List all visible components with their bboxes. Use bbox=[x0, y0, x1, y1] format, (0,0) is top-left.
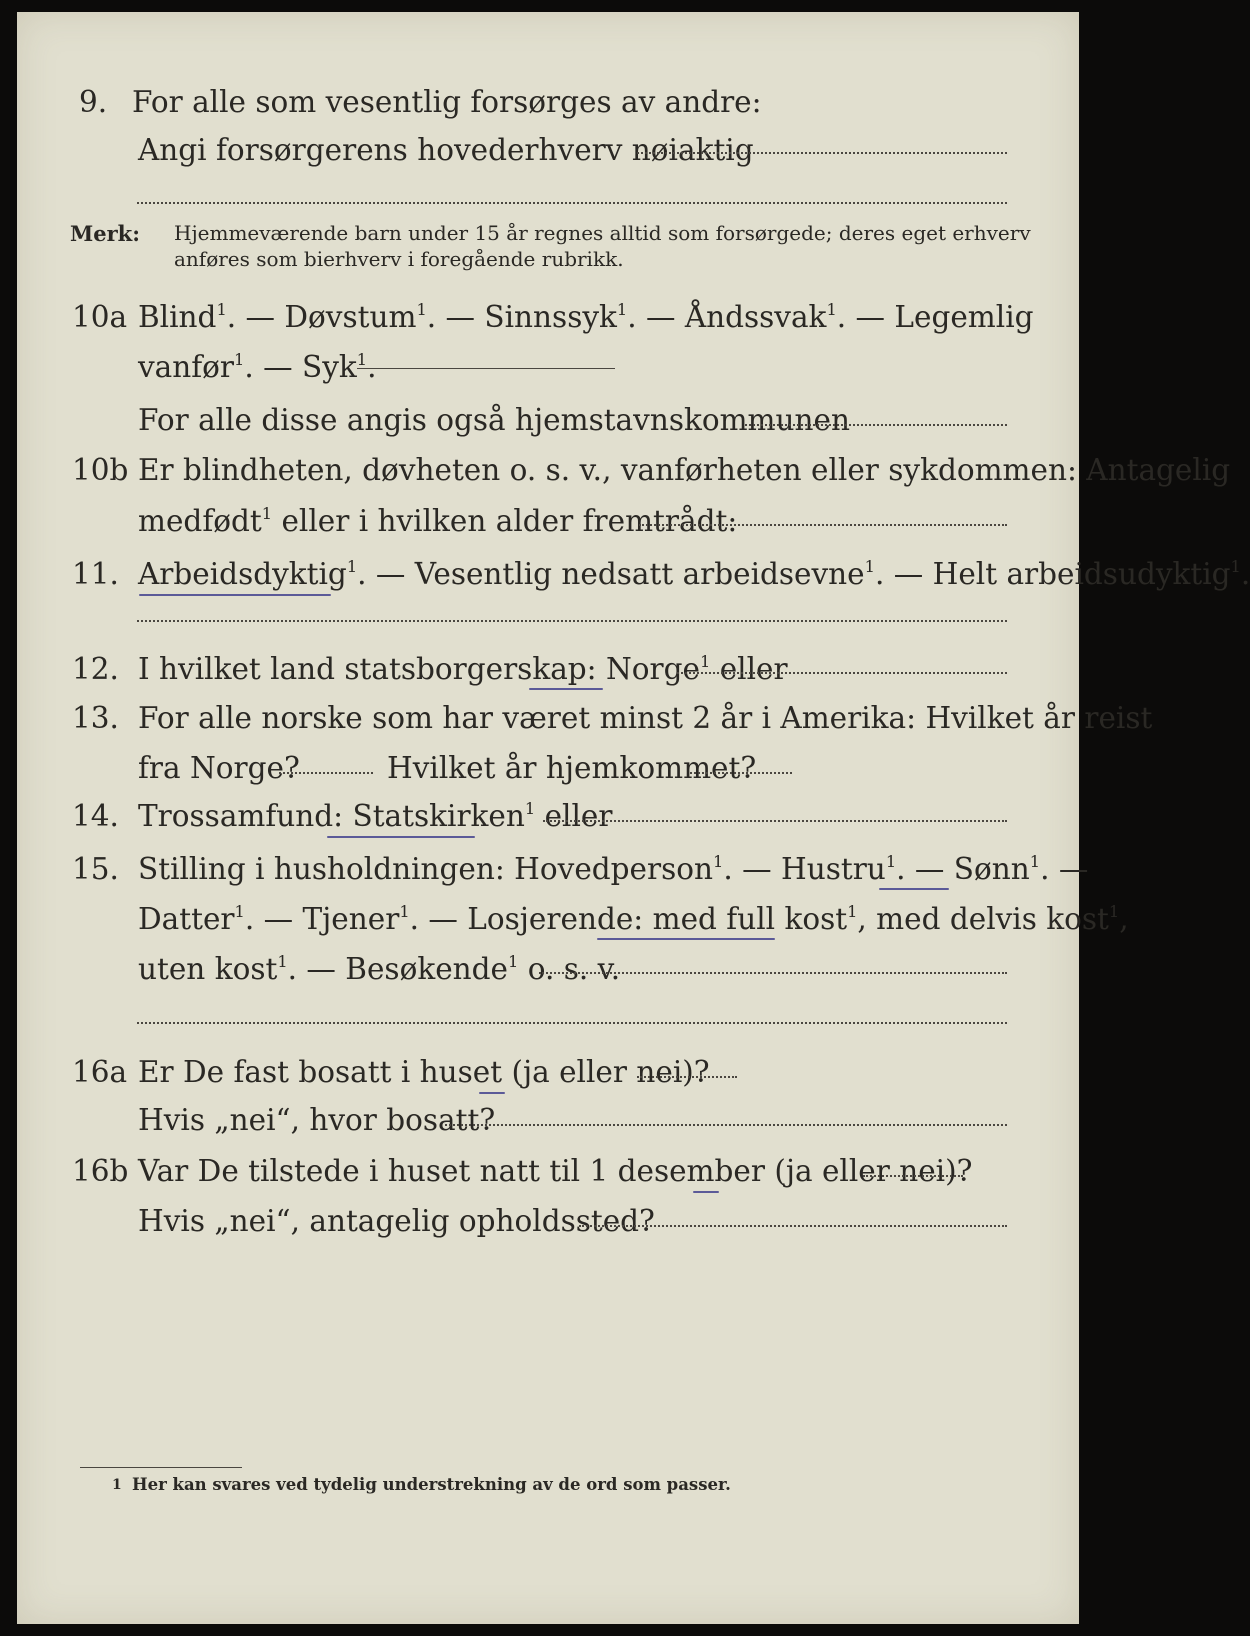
q15-ink-underline-sonn bbox=[879, 888, 949, 890]
q14-line1: Trossamfund: Statskirken$^1$ eller bbox=[138, 798, 613, 833]
q16b-ink-underline bbox=[693, 1191, 719, 1193]
q16b-answer-line[interactable] bbox=[863, 1175, 963, 1177]
q11-line1: Arbeidsdyktig$^1$. — Vesentlig nedsatt arbeidsevne$^1$. — Helt arbeidsudyktig$^1$. bbox=[138, 556, 1250, 591]
footnote-rule bbox=[80, 1467, 242, 1468]
footnote-mark: 1 bbox=[112, 1477, 122, 1493]
q15-line3: uten kost$^1$. — Besøkende$^1$ o. s. v. bbox=[138, 951, 621, 986]
q16a-line1: Er De fast bosatt i huset (ja eller nei)? bbox=[138, 1055, 710, 1089]
q9-answer-line-2[interactable] bbox=[137, 202, 1007, 204]
q13-year-returned-line[interactable] bbox=[690, 772, 792, 774]
q13-line2a: fra Norge? bbox=[138, 751, 300, 785]
q10b-answer-line[interactable] bbox=[639, 524, 1007, 526]
q13-number: 13. bbox=[72, 701, 119, 735]
q10a-number: 10a bbox=[72, 300, 128, 334]
form-page bbox=[17, 12, 1250, 1624]
q9-line1: For alle som vesentlig forsørges av andre: bbox=[132, 85, 762, 119]
q16a-location-line[interactable] bbox=[445, 1124, 1007, 1126]
q16b-line2: Hvis „nei“, antagelig opholdssted? bbox=[138, 1204, 655, 1238]
q14-number: 14. bbox=[72, 799, 119, 833]
q12-ink-underline bbox=[529, 688, 603, 690]
q14-answer-line[interactable] bbox=[543, 820, 1007, 822]
q10b-line2: medfødt$^1$ eller i hvilken alder fremtrådt: bbox=[138, 503, 738, 538]
q9-number: 9. bbox=[79, 85, 108, 119]
q10b-number: 10b bbox=[72, 453, 129, 487]
q12-number: 12. bbox=[72, 652, 119, 686]
q16a-answer-line[interactable] bbox=[637, 1076, 737, 1078]
q13-line2b: Hvilket år hjemkommet? bbox=[387, 751, 757, 785]
q15-line1: Stilling i husholdningen: Hovedperson$^1$. — Hustru$^1$. — Sønn$^1$. — bbox=[138, 851, 1089, 886]
q11-number: 11. bbox=[72, 557, 119, 591]
q13-line1: For alle norske som har været minst 2 år i Amerika: Hvilket år reist bbox=[138, 701, 1153, 735]
q16b-number: 16b bbox=[72, 1154, 129, 1188]
q15-ink-underline-kost bbox=[597, 938, 775, 940]
footnote-text: Her kan svares ved tydelig understrekning av de ord som passer. bbox=[132, 1475, 731, 1494]
q16b-line1: Var De tilstede i huset natt til 1 desember (ja eller nei)? bbox=[138, 1154, 973, 1188]
q10a-line2: vanfør$^1$. — Syk$^1$. bbox=[138, 349, 377, 384]
q13-year-left-line[interactable] bbox=[279, 772, 373, 774]
q16a-number: 16a bbox=[72, 1055, 128, 1089]
q9-line2: Angi forsørgerens hovederhverv nøiaktig bbox=[138, 133, 754, 167]
q15-answer-line[interactable] bbox=[539, 972, 1007, 974]
note-label: Merk: bbox=[70, 221, 140, 246]
q10a-line1: Blind$^1$. — Døvstum$^1$. — Sinnssyk$^1$. — Åndssvak$^1$. — Legemlig bbox=[138, 299, 1034, 334]
q15-answer-line-2[interactable] bbox=[137, 1022, 1007, 1024]
q10a-kommune-line[interactable] bbox=[745, 424, 1007, 426]
q15-line2: Datter$^1$. — Tjener$^1$. — Losjerende: med full kost$^1$, med delvis kost$^1$, bbox=[138, 901, 1129, 936]
q10a-answer-line[interactable] bbox=[357, 368, 615, 369]
q12-line1: I hvilket land statsborgerskap: Norge$^1$ eller bbox=[138, 651, 788, 686]
q12-answer-line[interactable] bbox=[677, 672, 1007, 674]
q10b-line1: Er blindheten, døvheten o. s. v., vanførheten eller sykdommen: Antagelig bbox=[138, 453, 1231, 487]
q16a-ink-underline bbox=[479, 1092, 505, 1094]
note-line1: Hjemmeværende barn under 15 år regnes alltid som forsørgede; deres eget erhverv bbox=[174, 221, 1031, 245]
note-line2: anføres som bierhverv i foregående rubrikk. bbox=[174, 247, 624, 271]
q15-number: 15. bbox=[72, 852, 119, 886]
q9-answer-line[interactable] bbox=[637, 152, 1007, 154]
q16b-location-line[interactable] bbox=[579, 1225, 1007, 1227]
q11-ink-underline bbox=[139, 594, 331, 596]
q11-answer-line[interactable] bbox=[137, 620, 1007, 622]
q16a-line2: Hvis „nei“, hvor bosatt? bbox=[138, 1103, 496, 1137]
q10a-line3: For alle disse angis også hjemstavnskommunen bbox=[138, 403, 850, 437]
q14-ink-underline bbox=[327, 836, 475, 838]
